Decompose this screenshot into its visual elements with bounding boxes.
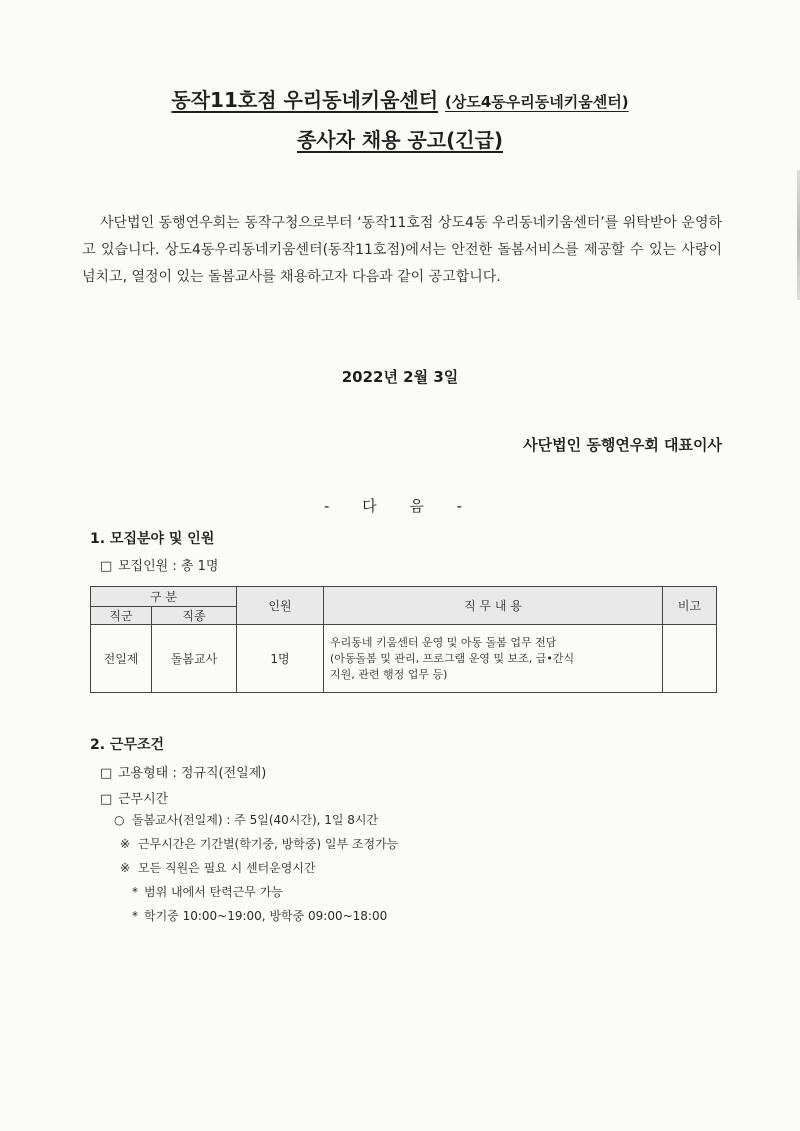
header-gubun: 구 분 xyxy=(91,587,237,607)
cell-jikjong: 돌봄교사 xyxy=(152,625,237,693)
intro-paragraph: 사단법인 동행연우회는 동작구청으로부터 ‘동작11호점 상도4동 우리동네키움센터’를 위탁받아 운영하고 있습니다. 상도4동우리동네키움센터(동작11호점)에서는 안전한 돌봄서비스를 제공할 수 있는 사랑이 넘치고, 열정이 있는 돌봄교사를 채용하고자 다음과 같이 공고합니다. xyxy=(82,215,722,285)
recruit-text: 모집인원 : 총 1명 xyxy=(118,559,219,574)
title-main: 동작11호점 우리동네키움센터 xyxy=(171,88,439,112)
employment-text: 고용형태 : 정규직(전일제) xyxy=(118,766,267,781)
title-sub: (상도4동우리동네키움센터) xyxy=(445,93,629,111)
note-1 xyxy=(120,835,398,852)
duty-line-3: 지원, 관련 행정 업무 등) xyxy=(330,667,448,681)
reference-mark: ※ xyxy=(120,837,131,851)
cell-bigo xyxy=(663,625,717,693)
square-bullet: □ xyxy=(100,766,113,781)
duty-line-1: 우리동네 키움센터 운영 및 아동 돌봄 업무 전담 xyxy=(330,635,557,649)
note-2 xyxy=(120,859,316,876)
note-1-text: 근무시간은 기간별(학기중, 방학중) 일부 조정가능 xyxy=(138,837,399,851)
circle-bullet: ○ xyxy=(114,813,125,827)
note-2-text: 모든 직원은 필요 시 센터운영시간 xyxy=(138,861,316,875)
table-row xyxy=(91,625,717,693)
cell-jikgun: 전일제 xyxy=(91,625,152,693)
cell-duty xyxy=(324,625,663,693)
section1-title: 1. 모집분야 및 인원 xyxy=(90,531,215,547)
document-subtitle: 종사자 채용 공고(긴급) xyxy=(296,128,504,152)
recruitment-table xyxy=(90,586,717,693)
teacher-hours xyxy=(114,811,378,828)
header-jikgun: 직군 xyxy=(91,607,152,625)
schedule-text: 학기중 10:00~19:00, 방학중 09:00~18:00 xyxy=(144,909,388,923)
flex-work xyxy=(132,883,283,900)
flex-work-text: 범위 내에서 탄력근무 가능 xyxy=(144,885,283,899)
document-title xyxy=(0,84,800,113)
duty-line-2: (아동돌봄 및 관리, 프로그램 운영 및 보조, 급•간식 xyxy=(330,651,575,665)
header-duty: 직 무 내 용 xyxy=(324,587,663,625)
work-hours-title: 근무시간 xyxy=(118,792,169,807)
header-jikjong: 직종 xyxy=(152,607,237,625)
teacher-hours-text: 돌봄교사(전일제) : 주 5일(40시간), 1일 8시간 xyxy=(132,813,379,827)
work-hours-heading xyxy=(100,788,168,807)
section2-title: 2. 근무조건 xyxy=(90,737,165,753)
section-divider: - 다 음 - xyxy=(323,497,477,515)
reference-mark: ※ xyxy=(120,861,131,875)
cell-inwon: 1명 xyxy=(237,625,324,693)
recruit-count xyxy=(100,555,218,574)
signer: 사단법인 동행연우회 대표이사 xyxy=(523,436,722,454)
employment-type xyxy=(100,762,266,781)
announcement-date: 2022년 2월 3일 xyxy=(341,368,459,386)
square-bullet: □ xyxy=(100,559,113,574)
star-bullet: * xyxy=(132,885,138,899)
star-bullet: * xyxy=(132,909,138,923)
header-inwon: 인원 xyxy=(237,587,324,625)
schedule xyxy=(132,907,387,924)
header-bigo: 비고 xyxy=(663,587,717,625)
square-bullet: □ xyxy=(100,792,113,807)
